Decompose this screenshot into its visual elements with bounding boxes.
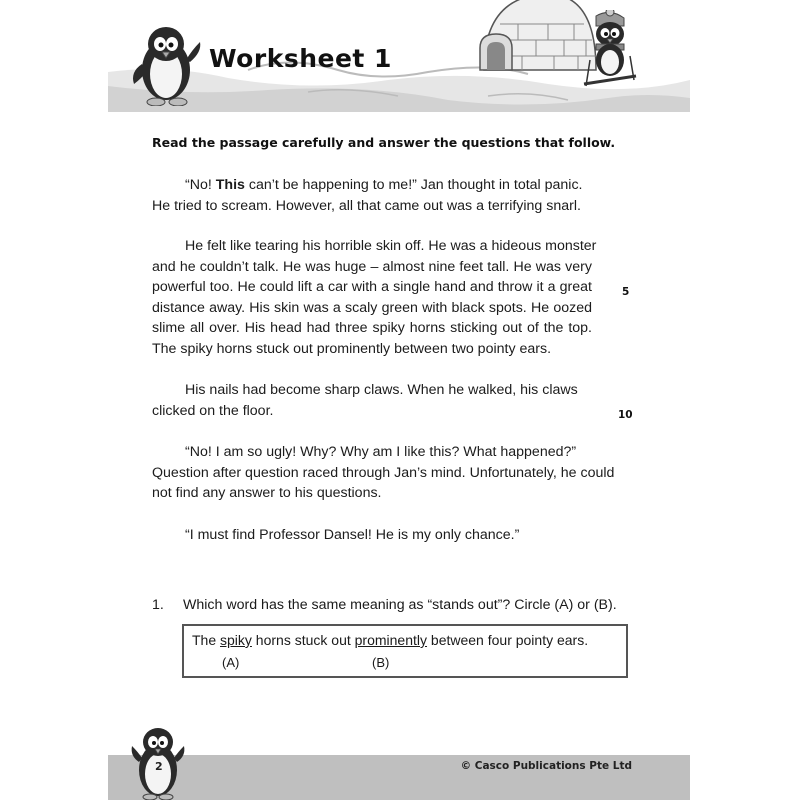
question-text: Which word has the same meaning as “stands out”? Circle (A) or (B).	[183, 597, 617, 613]
passage-paragraph-4	[152, 442, 615, 504]
option-b-word[interactable]: prominently	[354, 632, 428, 648]
passage-paragraph-3	[152, 380, 592, 421]
instructions: Read the passage carefully and answer the questions that follow.	[152, 135, 616, 150]
penguin-skiing-icon	[580, 10, 640, 90]
passage-line: He felt like tearing his horrible skin off. He was a hideous monster	[185, 238, 597, 254]
page-number: 2	[155, 760, 163, 773]
option-a-word[interactable]: spiky	[220, 632, 252, 648]
passage-line: distance away. His skin was a scaly green with black spots. He oozed	[152, 299, 592, 316]
passage-line: clicked on the floor.	[152, 402, 274, 419]
passage-line: “No! This can’t be happening to me!” Jan thought in total panic.	[185, 177, 583, 193]
passage-paragraph-1	[152, 175, 592, 216]
option-a-label[interactable]: (A)	[222, 655, 240, 670]
passage-line: The spiky horns stuck out prominently between two pointy ears.	[152, 340, 552, 357]
option-b-label[interactable]: (B)	[372, 655, 390, 670]
passage-line: slime all over. His head had three spiky horns sticking out of the top.	[152, 320, 592, 337]
passage-line: and he couldn’t talk. He was huge – almost nine feet tall. He was very	[152, 258, 592, 275]
passage-line: He tried to scream. However, all that came out was a terrifying snarl.	[152, 197, 581, 214]
question-number: 1.	[152, 597, 164, 613]
passage-line: “No! I am so ugly! Why? Why am I like this? What happened?”	[185, 444, 577, 460]
copyright-text: © Casco Publications Pte Ltd	[460, 760, 632, 772]
passage-paragraph-2	[152, 236, 597, 360]
line-number-5: 5	[622, 286, 630, 298]
question-sentence: The spiky horns stuck out prominently between four pointy ears.	[192, 632, 589, 648]
worksheet-title: Worksheet 1	[209, 44, 392, 73]
passage-line: not find any answer to his questions.	[152, 485, 382, 502]
passage-line: “I must find Professor Dansel! He is my only chance.”	[185, 527, 520, 543]
passage-line: Question after question raced through Jan’s mind. Unfortunately, he could	[152, 464, 615, 481]
passage-line: His nails had become sharp claws. When he walked, his claws	[185, 382, 578, 398]
emphasized-word: This	[215, 177, 245, 193]
passage-paragraph-5	[152, 525, 592, 546]
line-number-10: 10	[618, 409, 633, 421]
footer-bar	[108, 755, 690, 800]
answer-box	[182, 624, 628, 678]
passage-line: powerful too. He could lift a car with a single hand and throw it a great	[152, 279, 592, 296]
penguin-left-icon	[130, 22, 202, 106]
